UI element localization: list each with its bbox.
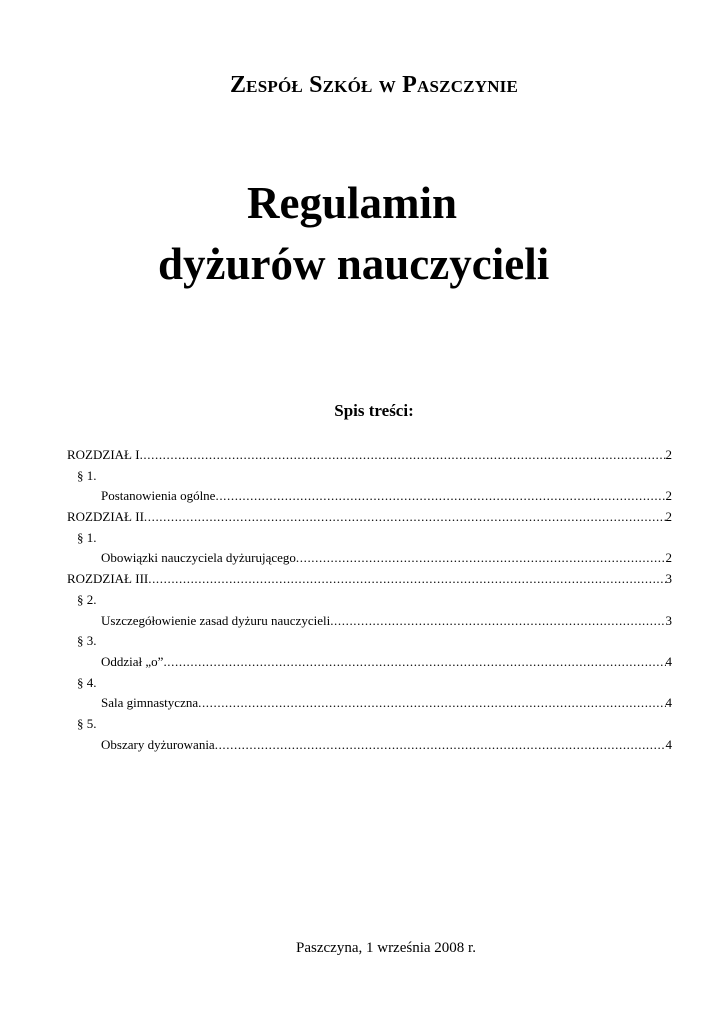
toc-entry-text: § 4. xyxy=(77,674,97,690)
toc-subsection-entry[interactable] xyxy=(67,652,672,673)
document-title-line-1: Regulamin xyxy=(247,178,458,228)
toc-page-number: 2 xyxy=(665,488,672,504)
toc-entry-text: § 1. xyxy=(77,529,97,545)
toc-subsection-entry[interactable] xyxy=(67,693,672,714)
toc-dot-leader xyxy=(198,693,665,714)
toc-entry-text: Uszczegółowienie zasad dyżuru nauczycieli xyxy=(101,612,331,628)
toc-entry-text: § 1. xyxy=(77,467,97,483)
toc-chapter-entry[interactable] xyxy=(67,507,672,528)
toc-dot-leader xyxy=(144,507,666,528)
toc-dot-leader xyxy=(215,486,665,507)
toc-entry-text: § 3. xyxy=(77,633,97,649)
toc-subsection-entry[interactable] xyxy=(67,548,672,569)
table-of-contents xyxy=(67,445,672,755)
toc-page-number: 2 xyxy=(665,447,672,462)
toc-entry-text: Obszary dyżurowania xyxy=(101,736,215,752)
toc-dot-leader xyxy=(140,445,666,466)
toc-dot-leader xyxy=(148,569,665,590)
toc-entry-text: Postanowienia ogólne xyxy=(101,488,216,504)
document-title-line-2: dyżurów nauczycieli xyxy=(158,239,550,289)
toc-subsection-entry[interactable] xyxy=(67,735,672,756)
toc-page-number: 3 xyxy=(665,612,672,628)
toc-section-entry xyxy=(67,673,672,694)
toc-section-entry xyxy=(67,466,672,487)
toc-subsection-entry[interactable] xyxy=(67,486,672,507)
toc-page-number: 4 xyxy=(665,653,672,669)
toc-section-entry xyxy=(67,528,672,549)
toc-entry-text: § 5. xyxy=(77,715,97,731)
toc-entry-text: ROZDZIAŁ III xyxy=(67,571,149,587)
toc-page-number: 3 xyxy=(665,571,672,587)
toc-entry-text: ROZDZIAŁ I xyxy=(67,447,140,462)
toc-page-number: 4 xyxy=(665,695,672,711)
toc-dot-leader xyxy=(296,548,666,569)
toc-section-entry xyxy=(67,631,672,652)
toc-entry-text: Oddział „o” xyxy=(101,653,164,669)
place-and-date: Paszczyna, 1 września 2008 r. xyxy=(296,940,476,956)
toc-entry-text: ROZDZIAŁ II xyxy=(67,509,144,525)
toc-chapter-entry[interactable] xyxy=(67,445,672,466)
toc-subsection-entry[interactable] xyxy=(67,611,672,632)
toc-entry-text: Obowiązki nauczyciela dyżurującego xyxy=(101,550,296,566)
toc-heading: Spis treści: xyxy=(334,401,414,420)
toc-page-number: 2 xyxy=(665,550,672,566)
school-name: Zespół Szkół w Paszczynie xyxy=(229,72,519,98)
toc-dot-leader xyxy=(330,611,665,632)
toc-section-entry xyxy=(67,590,672,611)
toc-entry-text: Sala gimnastyczna xyxy=(101,695,199,711)
toc-page-number: 2 xyxy=(665,509,672,525)
toc-dot-leader xyxy=(215,735,666,756)
toc-page-number: 4 xyxy=(665,736,672,752)
toc-chapter-entry[interactable] xyxy=(67,569,672,590)
toc-dot-leader xyxy=(163,652,665,673)
toc-section-entry xyxy=(67,714,672,735)
toc-entry-text: § 2. xyxy=(77,591,97,607)
